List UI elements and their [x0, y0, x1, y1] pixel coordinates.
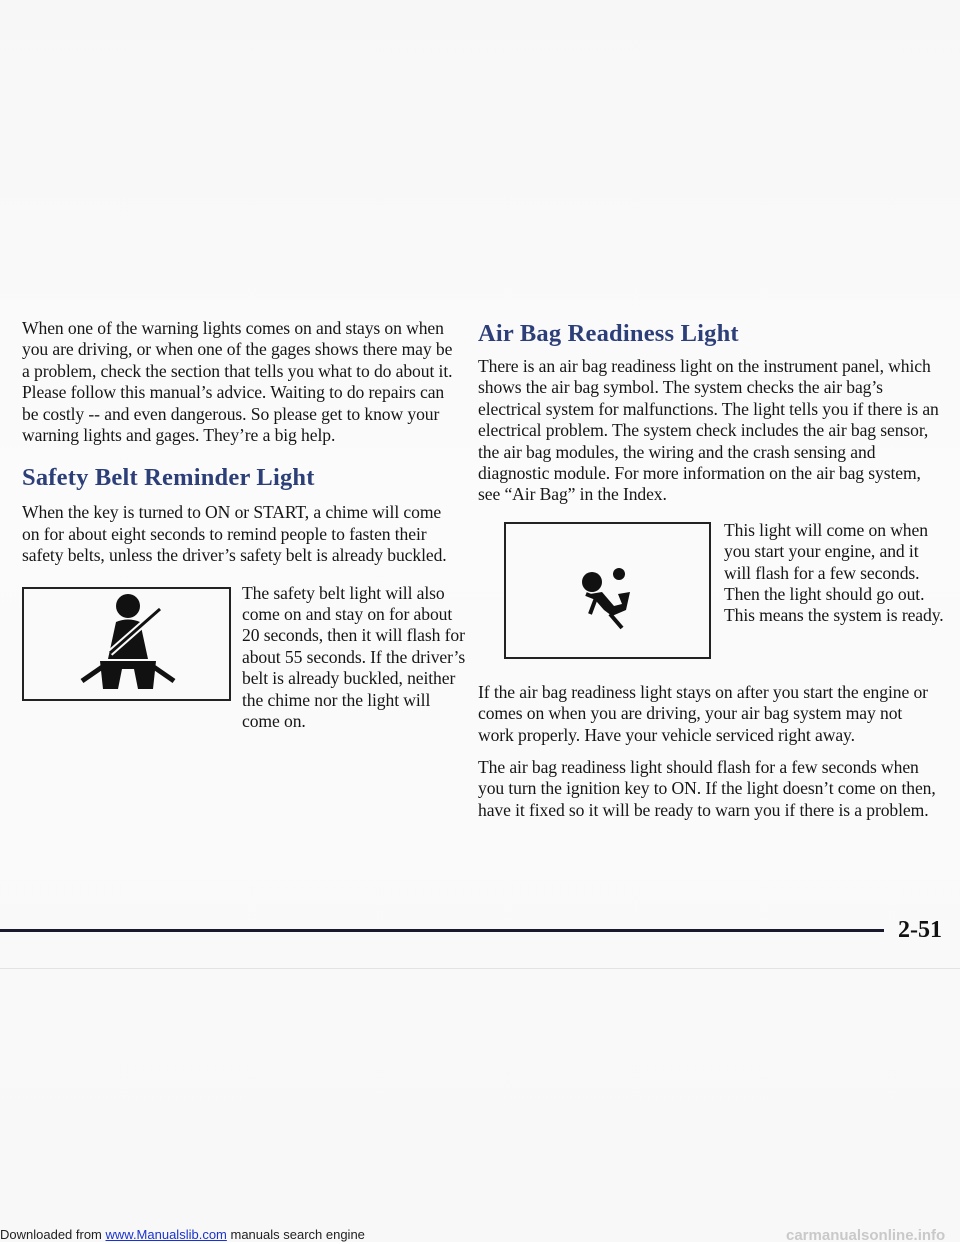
air-bag-caption: This light will come on when you start your engine, and it will flash for a few seconds. Then the light should go out. This means the system is ready.	[724, 519, 944, 626]
air-bag-icon	[506, 524, 709, 657]
air-bag-paragraph-2: If the air bag readiness light stays on after you start the engine or comes on when you are driving, your air bag system may not work properly. Have your vehicle serviced right away.	[478, 681, 928, 745]
page-rule	[0, 929, 884, 932]
air-bag-icon-frame	[504, 522, 711, 659]
watermark: carmanualsonline.info	[786, 1227, 946, 1244]
footer-suffix: manuals search engine	[226, 1227, 365, 1242]
safety-belt-caption: The safety belt light will also come on and stay on for about 20 seconds, then it will flash for about 55 seconds. If the driver’s belt is already buckled, neither the chime nor the light will come on.	[242, 582, 466, 732]
download-footer	[0, 1228, 365, 1242]
safety-belt-figure	[22, 582, 466, 763]
seat-belt-icon-frame	[22, 587, 231, 701]
right-column	[478, 318, 944, 821]
left-column	[22, 318, 466, 763]
intro-paragraph: When one of the warning lights comes on and stays on when you are driving, or when one of the gages shows there may be a problem, check the section that tells you what to do about it. Please follow this manual’s advice. Waiting to do repairs can be costly -- and even dangerous. So please get to know your warning lights and gages. They’re a big help.	[22, 318, 453, 446]
seat-belt-icon	[24, 589, 229, 699]
air-bag-paragraph-3: The air bag readiness light should flash for a few seconds when you turn the ignition key to ON. If the light doesn’t come on then, have it fixed so it will be ready to warn you if there is a problem.	[478, 757, 936, 820]
page-number: 2-51	[898, 917, 942, 943]
safety-belt-heading: Safety Belt Reminder Light	[22, 464, 315, 492]
air-bag-heading: Air Bag Readiness Light	[478, 320, 739, 347]
safety-belt-paragraph: When the key is turned to ON or START, a chime will come on for about eight seconds to remind people to fasten their safety belts, unless the driver’s safety belt is already buckled.	[22, 502, 447, 566]
manualslib-link[interactable]: www.Manualslib.com	[105, 1227, 227, 1242]
footer-prefix: Downloaded from	[0, 1227, 106, 1242]
air-bag-figure	[478, 519, 944, 682]
air-bag-paragraph: There is an air bag readiness light on the instrument panel, which shows the air bag symbol. The system checks the air bag’s electrical system for malfunctions. The light tells you if there is an electrical problem. The system check includes the air bag sensor, the air bag modules, the wiring and the crash sensing and diagnostic module. For more information on the air bag system, see “Air Bag” in the Index.	[478, 356, 939, 505]
faint-rule	[0, 968, 960, 969]
